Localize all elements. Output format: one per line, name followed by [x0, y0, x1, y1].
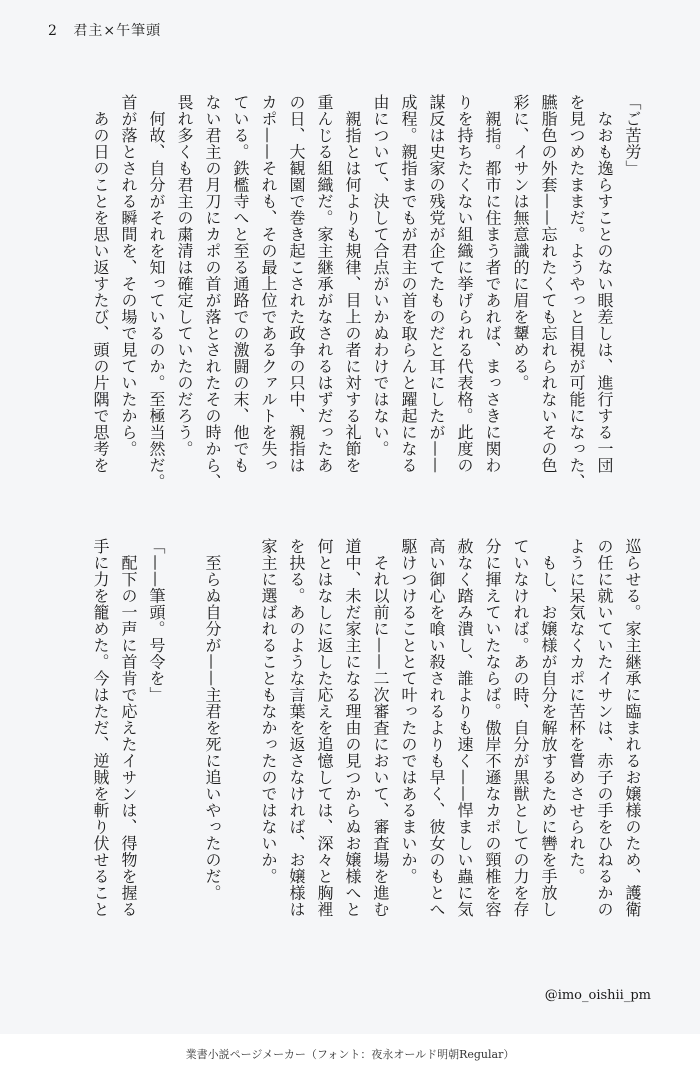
text-line: 彩に、イサンは無意識的に眉を顰める。 — [511, 94, 530, 391]
text-line — [170, 538, 198, 958]
text-line: 首が落とされる瞬間を、その場で見ていたから。 — [119, 94, 138, 457]
text-line: 駆けつけることとて叶ったのではあるまいか。 — [399, 538, 418, 885]
text-line: それ以前に——二次審査において、審査場を進む — [371, 538, 390, 918]
page-header — [48, 20, 161, 40]
text-line: 配下の一声に首肯で応えたイサンは、得物を握る — [119, 538, 138, 918]
text-line: カポ——それも、その最上位であるクァルトを失っ — [259, 94, 278, 474]
text-line: 赦なく踏み潰し、誰よりも速く——悍ましい蟲に気 — [455, 538, 474, 918]
text-line: 「ご苦労」 — [623, 94, 642, 177]
text-line: 畏れ多くも君主の粛清は確定していたのだろう。 — [175, 94, 194, 457]
author-handle: @imo_oishii_pm — [544, 988, 651, 1003]
text-line: を見つめたままだ。ようやっと目視が可能になった、 — [567, 94, 586, 490]
footer-credit: 業書小説ページメーカー（フォント：夜永オールド明朝Regular） — [185, 1048, 515, 1061]
text-line: 手に力を籠めた。今はただ、逆賊を斬り伏せること — [91, 538, 110, 918]
text-line: ていなければ。あの時、自分が黒獣としての力を存 — [511, 538, 530, 918]
text-line: 巡らせる。家主継承に臨まれるお嬢様のため、護衛 — [623, 538, 642, 918]
text-line: ない君主の月刀にカポの首が落とされたその時から、 — [203, 94, 222, 490]
text-line: 分に揮えていたならば。傲岸不遜なカポの頸椎を容 — [483, 538, 502, 918]
text-line: りを持ちたくない組織に挙げられる代表格。此度の — [455, 94, 474, 474]
text-block-top — [86, 94, 646, 514]
text-line: なおも逸らすことのない眼差しは、進行する一団 — [595, 94, 614, 474]
text-line: を抉る。あのような言葉を返さなければ、お嬢様は — [287, 538, 306, 918]
text-line: 臙脂色の外套——忘れたくても忘れられないその色 — [539, 94, 558, 474]
text-line: 重んじる組織だ。家主継承がなされるはずだったあ — [315, 94, 334, 474]
text-line: 至らぬ自分が——主君を死に追いやったのだ。 — [203, 538, 222, 901]
text-line: 成程。親指までもが君主の首を取らんと躍起になる — [399, 94, 418, 474]
text-line: ように呆気なくカポに苦杯を嘗めさせられた。 — [567, 538, 586, 885]
page-number: 2 — [48, 23, 58, 39]
text-line: 謀反は史家の残党が企てたものだと耳にしたが—— — [427, 94, 446, 474]
text-line: 高い御心を喰い殺されるよりも早く、彼女のもとへ — [427, 538, 446, 918]
text-block-bottom — [86, 538, 646, 958]
text-line: 親指とは何よりも規律、目上の者に対する礼節を — [343, 94, 362, 474]
text-line: の日、大観園で巻き起こされた政争の只中、親指は — [287, 94, 306, 474]
text-line: の任に就いていたイサンは、赤子の手をひねるかの — [595, 538, 614, 918]
text-line: もし、お嬢様が自分を解放するために轡を手放し — [539, 538, 558, 918]
text-line: 由について、決して合点がいかぬわけではない。 — [371, 94, 390, 457]
text-line: 何とはなしに返した応えを追憶しては、深々と胸裡 — [315, 538, 334, 918]
text-line: あの日のことを思い返すたび、頭の片隅で思考を — [91, 94, 110, 474]
chapter-title: 君主×午筆頭 — [73, 23, 162, 39]
text-line: ている。鉄檻寺へと至る通路での激闘の末、他でも — [231, 94, 250, 474]
text-line: 道中、未だ家主になる理由の見つからぬお嬢様へと — [343, 538, 362, 918]
text-line — [226, 538, 254, 958]
text-line: 親指。都市に住まう者であれば、まっさきに関わ — [483, 94, 502, 474]
text-line: 「——筆頭。号令を」 — [147, 538, 166, 703]
text-line: 家主に選ばれることもなかったのではないか。 — [259, 538, 278, 885]
text-line: 何故、自分がそれを知っているのか。至極当然だ。 — [147, 94, 166, 490]
